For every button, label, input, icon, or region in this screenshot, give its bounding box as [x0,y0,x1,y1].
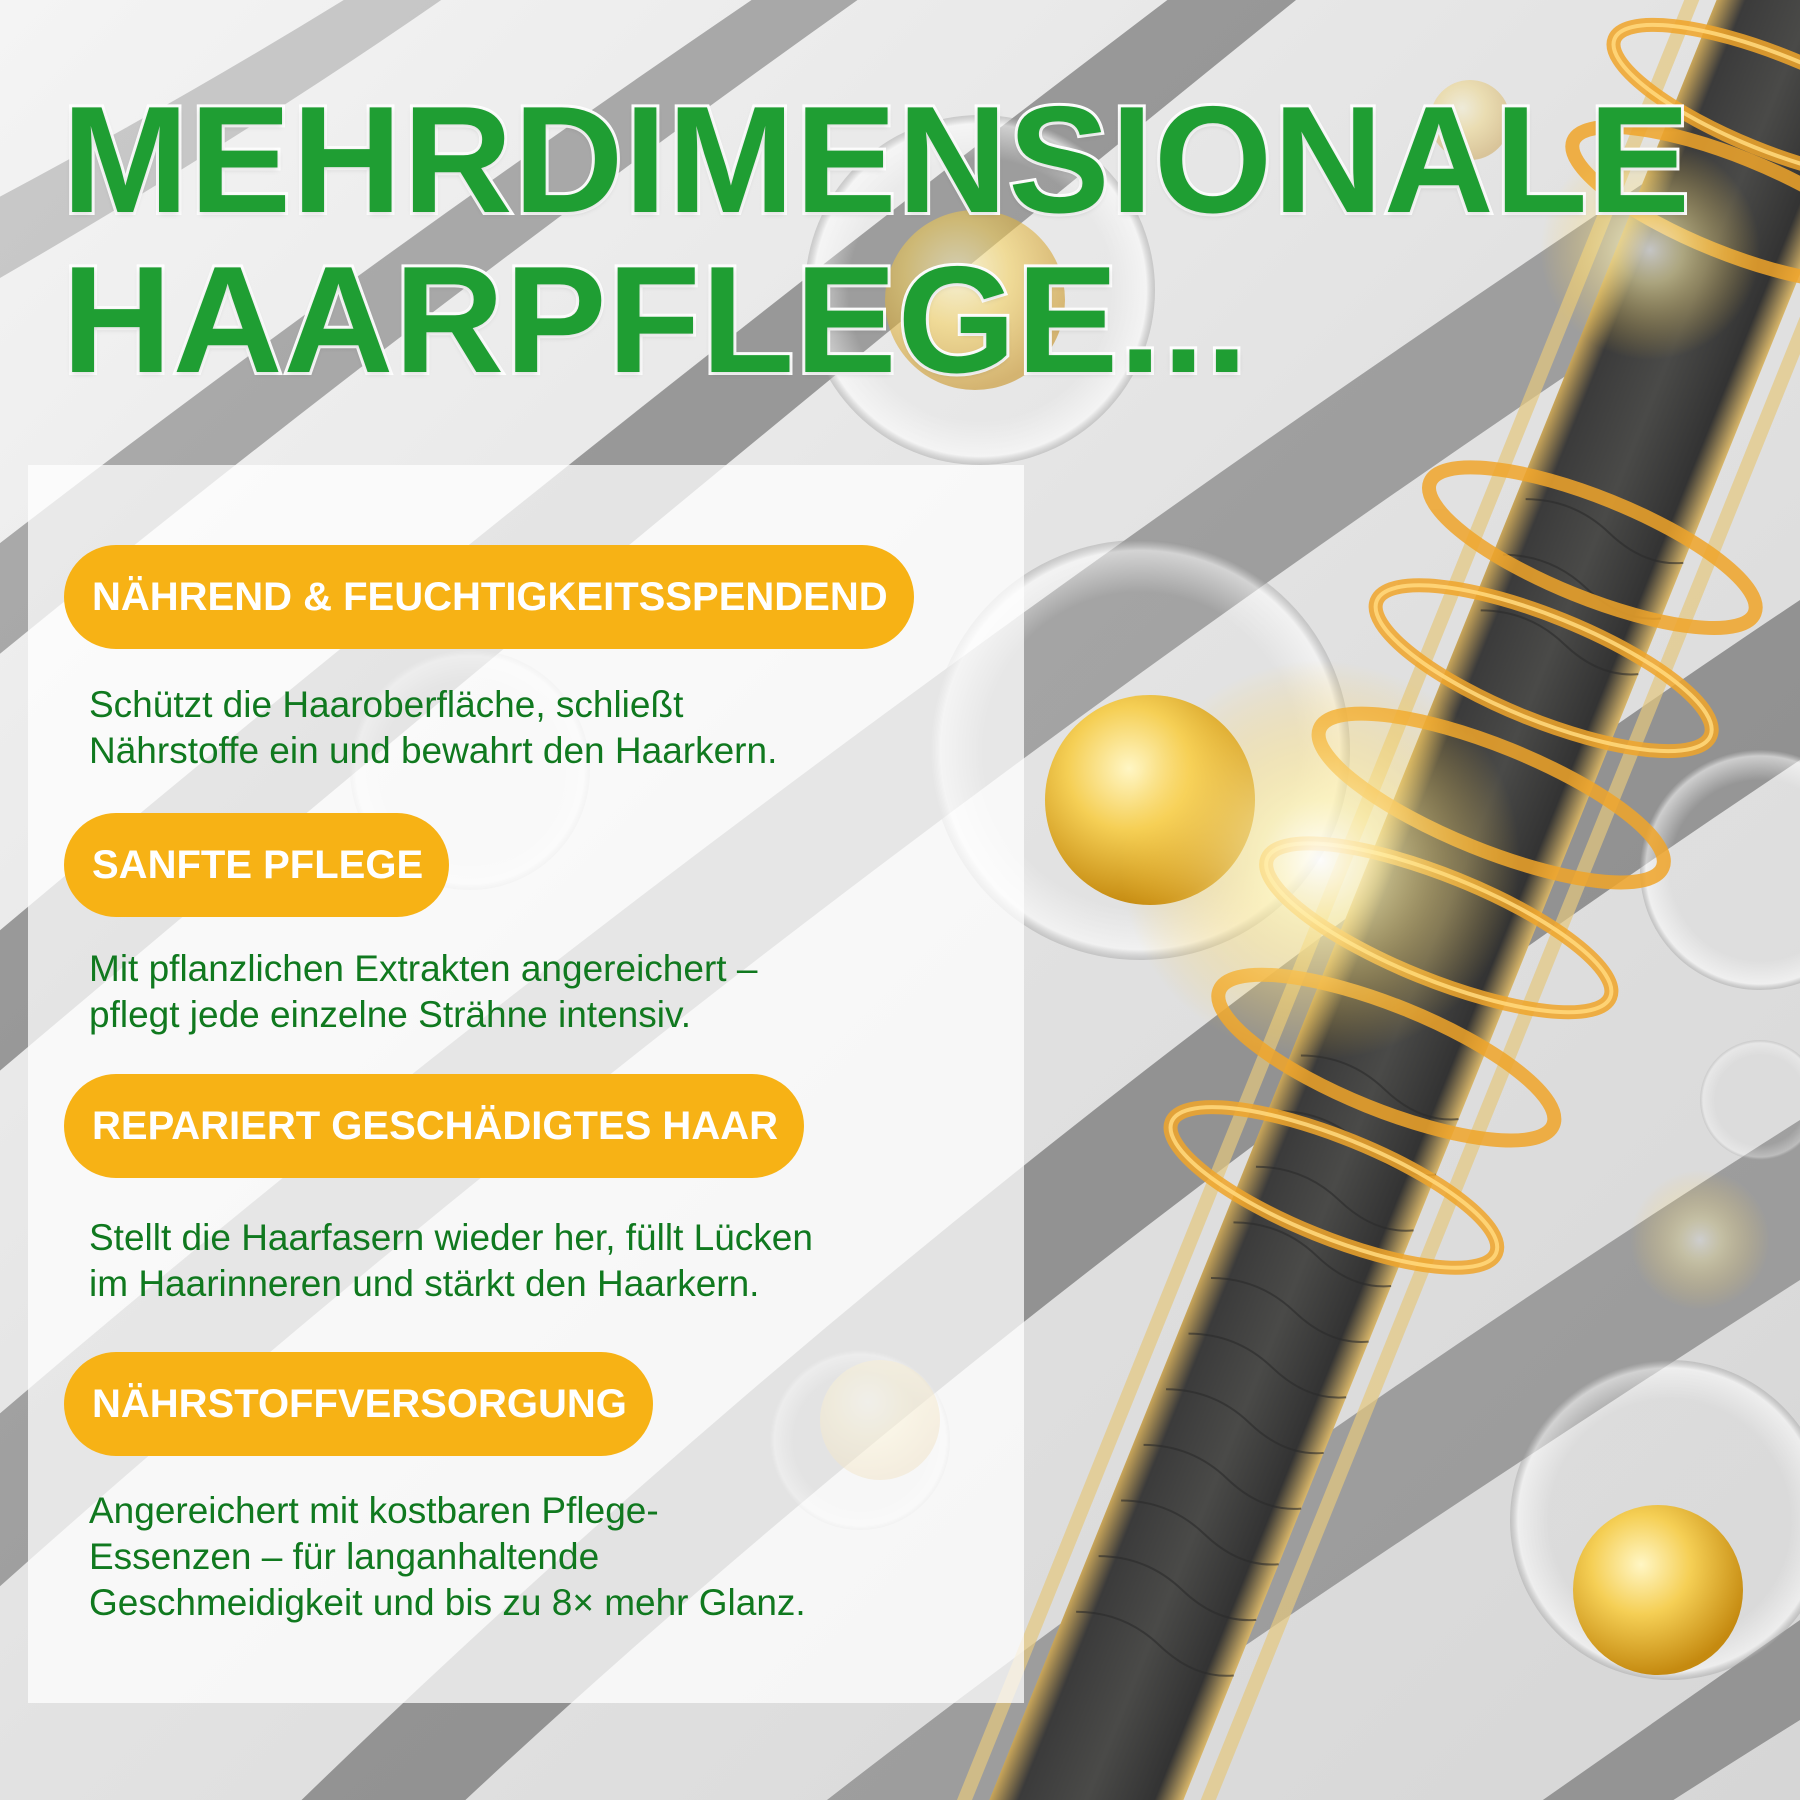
benefit-desc-line: Stellt die Haarfasern wieder her, füllt Lücken [89,1217,813,1258]
benefit-desc-line: im Haarinneren und stärkt den Haarkern. [89,1263,760,1304]
benefit-desc-line: pflegt jede einzelne Strähne intensiv. [89,994,691,1035]
benefit-desc-line: Geschmeidigkeit und bis zu 8× mehr Glanz. [89,1582,806,1623]
headline-line-2: HAARPFLEGE... [62,235,1249,405]
benefit-desc-repair [89,1215,989,1307]
benefit-desc-line: Nährstoffe ein und bewahrt den Haarkern. [89,730,778,771]
benefit-desc-line: Angereichert mit kostbaren Pflege- [89,1490,659,1531]
benefit-desc-line: Essenzen – für langanhaltende [89,1536,600,1577]
benefit-desc-gentle-care [89,946,989,1038]
benefit-desc-nourishing [89,682,989,774]
benefit-title-nutrient-supply: NÄHRSTOFFVERSORGUNG [64,1352,653,1456]
benefit-title-gentle-care: SANFTE PFLEGE [64,813,449,917]
benefit-desc-line: Schützt die Haaroberfläche, schließt [89,684,684,725]
headline [62,75,1691,405]
benefit-desc-nutrient-supply [89,1488,989,1626]
benefit-title-repair: REPARIERT GESCHÄDIGTES HAAR [64,1074,804,1178]
benefit-desc-line: Mit pflanzlichen Extrakten angereichert – [89,948,758,989]
headline-line-1: MEHRDIMENSIONALE [62,75,1691,245]
benefit-title-nourishing: NÄHREND & FEUCHTIGKEITSSPENDEND [64,545,914,649]
